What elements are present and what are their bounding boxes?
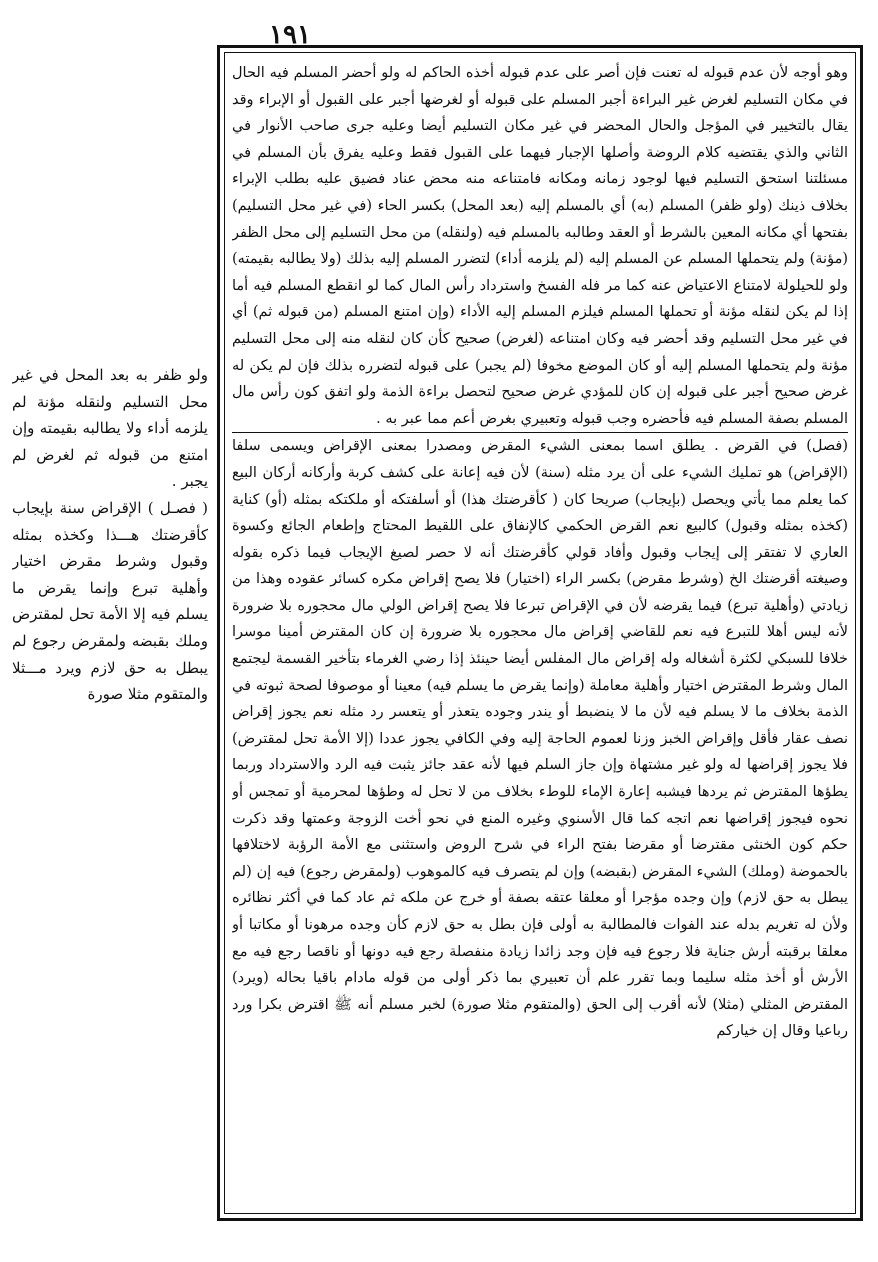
margin-commentary	[12, 362, 208, 922]
main-paragraph: (فصل) في القرض . يطلق اسما بمعنى الشيء المقرض ومصدرا بمعنى الإقراض ويسمى سلفا (الإقراض) هو تمليك الشيء على أن يرد مثله (سنة) لأن فيه إعانة على كشف كربة وأركانه أركان البيع كما يعلم مما يأتي ويحصل (بإيجاب) صريحا كان ( كأقرضتك هذا) أو أسلفتكه أو ملكتكه بمثله (أو) كناية (كخذه بمثله وقبول) كالبيع نعم القرض الحكمي كالإنفاق على اللقيط المحتاج وإطعام الجائع وكسوة العاري لا تفتقر إلى إيجاب وقبول وأفاد قولي كأقرضتك أنه لا حصر لصيغ الإيجاب فيما ذكره بقوله وصيغته أقرضتك الخ (وشرط مقرض) بكسر الراء (اختيار) فلا يصح إقراض مكره كسائر عقوده وهذا من زيادتي (وأهلية تبرع) فيما يقرضه لأن في الإقراض تبرعا فلا يصح إقراض الولي مال محجوره بلا ضرورة لأنه ليس أهلا للتبرع فيه نعم للقاضي إقراض مال محجوره بلا ضرورة إن كان المقترض أمينا موسرا خلافا للسبكي لكثرة أشغاله وله إقراض مال المفلس أيضا حينئذ إذا رضي الغرماء بتأخير القسمة ليجتمع المال وشرط المقترض اختيار وأهلية معاملة (وإنما يقرض ما يسلم فيه) معينا أو موصوفا لصحة ثبوته في الذمة بخلاف ما لا يسلم فيه لأن ما لا ينضبط أو يندر وجوده يتعذر أو يتعسر رد مثله نعم يجوز إقراض نصف عقار فأقل وإقراض الخبز وزنا لعموم الحاجة إليه وفي الكافي يجوز عددا (إلا الأمة تحل لمقترض) فلا يجوز إقراضها له ولو غير مشتهاة وإن جاز السلم فيها لأنه عقد جائز يثبت فيه الرد والاسترداد وربما يطؤها المقترض ثم يردها فيشبه إعارة الإماء للوطء بخلاف من لا تحل له وطؤها لمحرمية أو تمجس أو نحوه فيجوز إقراضها نعم اتجه كما قال الأسنوي وغيره المنع في نحو أخت الزوجة وعمتها وقد ذكرت حكم كون الخنثى مقترضا أو مقرضا بفتح الراء في شرح الروض واستثنى مع الأمة الرؤبة لاختلافها بالحموضة (وملك) الشيء المقرض (بقبضه) وإن لم يتصرف فيه كالموهوب (ولمقرض رجوع) فيه إن (لم يبطل به حق لازم) وإن وجده مؤجرا أو معلقا عتقه بصفة أو خرج عن ملكه ثم عاد كما في أكثر نظائره ولأن له تغريم بدله عند الفوات فالمطالبة به أولى فإن بطل به حق لازم كأن وجده مرهونا أو مكاتبا أو معلقا برقبته أرش جناية فلا رجوع فيه فإن وجد زائدا زيادة منفصلة رجع فيه دونها أو ناقصا رجع فيه مع الأرش أو أخذ مثله سليما وبما تقرر علم أن تعبيري بما ذكر أولى من قوله مادام باقيا بحاله (ويرد) المقترض المثلي (مثلا) لأنه أقرب إلى الحق (والمتقوم مثلا صورة) لخبر مسلم أنه ﷺ اقترض بكرا ورد رباعيا وقال إن خياركم	[232, 438, 848, 1040]
main-paragraph: وهو أوجه لأن عدم قبوله له تعنت فإن أصر على عدم قبوله أخذه الحاكم له ولو أحضر المسلم فيه الحال في مكان التسليم لغرض غير البراءة أجبر المسلم على قبوله أو لغرضها أجبر على القبول أو الإبراء وقد يقال بالتخيير في المؤجل والحال المحضر في غير مكان التسليم أيضا وعليه جرى صاحب الأنوار في الثاني والذي يقتضيه كلام الروضة وأصلها الإجبار فيهما على القبول فقط وعليه يفرق بأن المسلم في مسئلتنا استحق التسليم فيها لوجود زمانه ومكانه فامتناعه منه محض عناد فضيق عليه بطلب الإبراء بخلاف ذينك (ولو ظفر) المسلم (به) أي بالمسلم إليه (بعد المحل) بكسر الحاء (في غير محل التسليم) بفتحها أي مكانه المعين بالشرط أو العقد وطالبه بالمسلم فيه (ولنقله) من محل التسليم إلى محل الظفر (مؤنة) ولم يتحملها المسلم عن المسلم إليه (لم يلزمه أداء) لتضرر المسلم إليه بذلك (ولا يطالبه بقيمته) ولو للحيلولة لامتناع الاعتياض عنه كما مر فله الفسخ واسترداد رأس المال كما لو انقطع المسلم فيه أما إذا لم يكن لنقله مؤنة أو تحملها المسلم فيلزم المسلم إليه الأداء (وإن امتنع المسلم (من قبوله ثم) أي في غير محل التسليم وقد أحضر فيه وكان امتناعه (لغرض) صحيح كأن كان لنقله منه إلى محل التسليم مؤنة ولم يتحملها المسلم إليه أو كان الموضع مخوفا (لم يجبر) على قبوله لتضرره بذلك فإن لم يكن له غرض صحيح أجبر على قبوله إن كان للمؤدي غرض صحيح لتحصل براءة الذمة ولو اتفق كون رأس مال المسلم بصفة المسلم فيه فأحضره وجب قبوله وتعبيري بغرض أعم مما عبر به .	[232, 65, 848, 427]
margin-note: ولو ظفر به بعد المحل في غير محل التسليم ولنقله مؤنة لم يلزمه أداء ولا يطالبه بقيمته وإن امتنع من قبوله ثم لغرض لم يجبر .	[12, 366, 208, 491]
margin-note: ( فصـل ) الإقراض سنة بإيجاب كأقرضتك هـــذا وكخذه بمثله وقبول وشرط مقرض اختيار وأهلية تبرع وإنما يقرض ما يسلم فيه إلا الأمة تحل لمقترض وملك بقبضه ولمقرض رجوع لم يبطل به حق لازم ويرد مـــثلا والمتقوم مثلا صورة	[12, 498, 208, 704]
page-number: ١٩١	[269, 20, 311, 50]
main-text-block	[232, 60, 848, 1206]
